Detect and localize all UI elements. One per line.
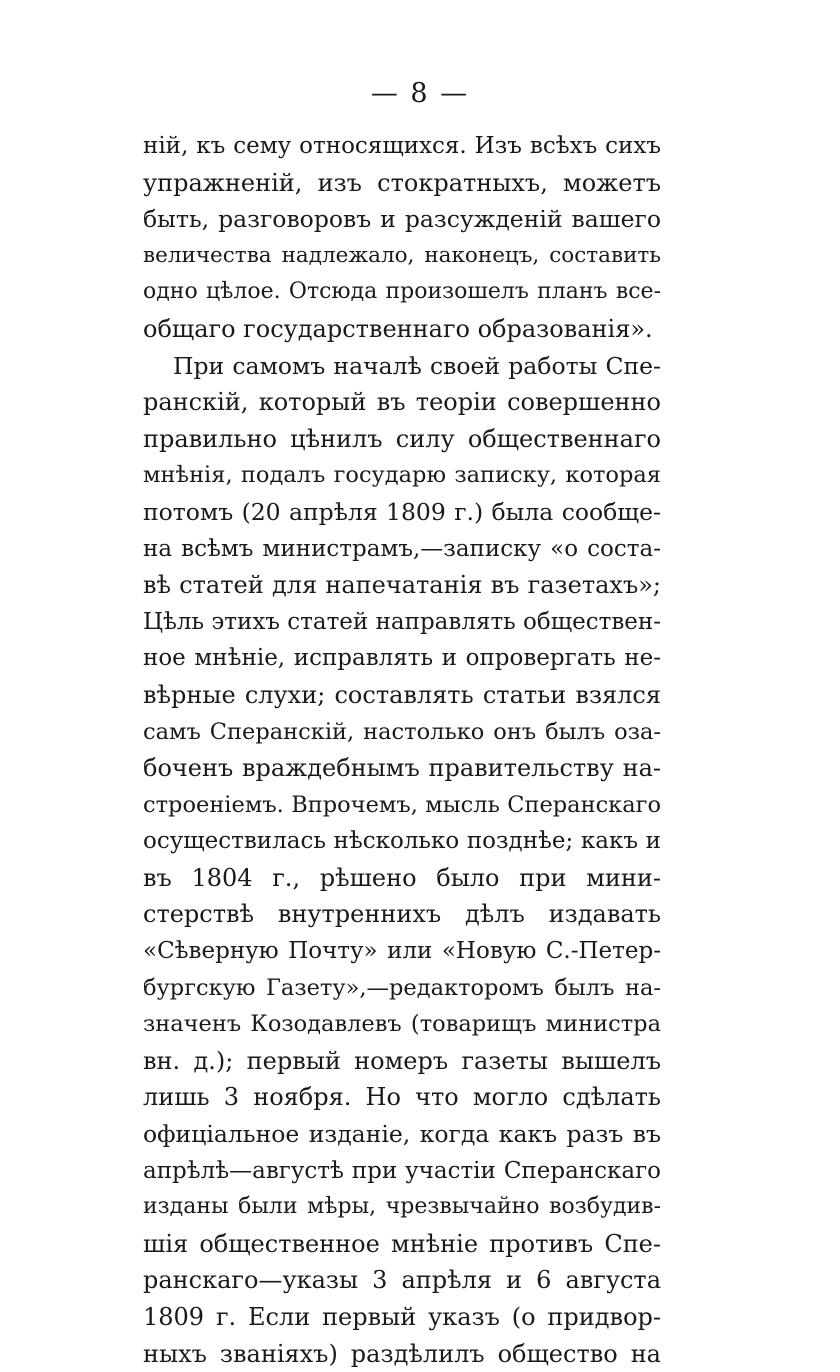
text-line: правильно цѣнилъ силу общественнаго	[143, 424, 661, 453]
text-line: боченъ враждебнымъ правительству на-	[143, 754, 661, 783]
text-line: осуществилась нѣсколько позднѣе; какъ и	[143, 828, 661, 855]
text-line: на всѣмъ министрамъ,—записку «о соста-	[143, 535, 661, 562]
text-line: лишь 3 ноября. Но что могло сдѣлать	[143, 1083, 661, 1112]
text-line: мнѣнія, подалъ государю записку, которая	[143, 462, 661, 489]
text-line: Цѣль этихъ статей направлять обществен-	[143, 608, 661, 635]
text-line: апрѣлѣ—августѣ при участіи Сперанскаго	[143, 1157, 661, 1184]
text-line: стерствѣ внутреннихъ дѣлъ издавать	[143, 900, 661, 929]
page-number: — 8 —	[370, 78, 470, 109]
text-line: вѣ статей для напечатанія въ газетахъ»;	[143, 571, 661, 600]
text-line: въ 1804 г., рѣшено было при мини-	[143, 863, 661, 892]
text-line: ранскаго—указы 3 апрѣля и 6 августа	[143, 1266, 661, 1295]
text-line: величества надлежало, наконецъ, составить	[143, 242, 661, 268]
text-line: самъ Сперанскій, настолько онъ былъ оза-	[143, 718, 661, 745]
text-line: ное мнѣніе, исправлять и опровергать не-	[143, 645, 661, 672]
page-body-text	[143, 128, 661, 1372]
text-line: ранскій, который въ теоріи совершенно	[143, 388, 661, 417]
text-line: офиціальное изданіе, когда какъ разъ въ	[143, 1120, 661, 1149]
text-line: потомъ (20 апрѣля 1809 г.) была сообще-	[143, 497, 661, 526]
text-line: вѣрные слухи; составлять статьи взялся	[143, 680, 661, 709]
text-line: общаго государственнаго образованія».	[143, 314, 653, 343]
text-line: строеніемъ. Впрочемъ, мысль Сперанскаго	[143, 791, 661, 818]
text-line: изданы были мѣры, чрезвычайно возбудив-	[143, 1194, 661, 1220]
text-line: бургскую Газету»,—редакторомъ былъ на-	[143, 974, 661, 1001]
text-line: быть, разговоровъ и разсужденій вашего	[143, 205, 661, 234]
text-line: шія общественное мнѣніе противъ Спе-	[143, 1229, 661, 1258]
text-line: вн. д.); первый номеръ газеты вышелъ	[143, 1046, 661, 1075]
text-line: ныхъ званіяхъ) раздѣлилъ общество на	[143, 1339, 661, 1368]
text-line: ній, къ сему относящихся. Изъ всѣхъ сихъ	[143, 133, 661, 159]
text-line: одно цѣлое. Отсюда произошелъ планъ все-	[143, 279, 661, 305]
text-line: «Сѣверную Почту» или «Новую С.-Петер-	[143, 938, 661, 965]
text-line: значенъ Козодавлевъ (товарищъ министра	[143, 1011, 661, 1038]
text-line: упражненій, изъ стократныхъ, можетъ	[143, 168, 661, 197]
text-line: 1809 г. Если первый указъ (о придвор-	[143, 1303, 661, 1331]
text-line: При самомъ началѣ своей работы Спе-	[173, 351, 661, 380]
